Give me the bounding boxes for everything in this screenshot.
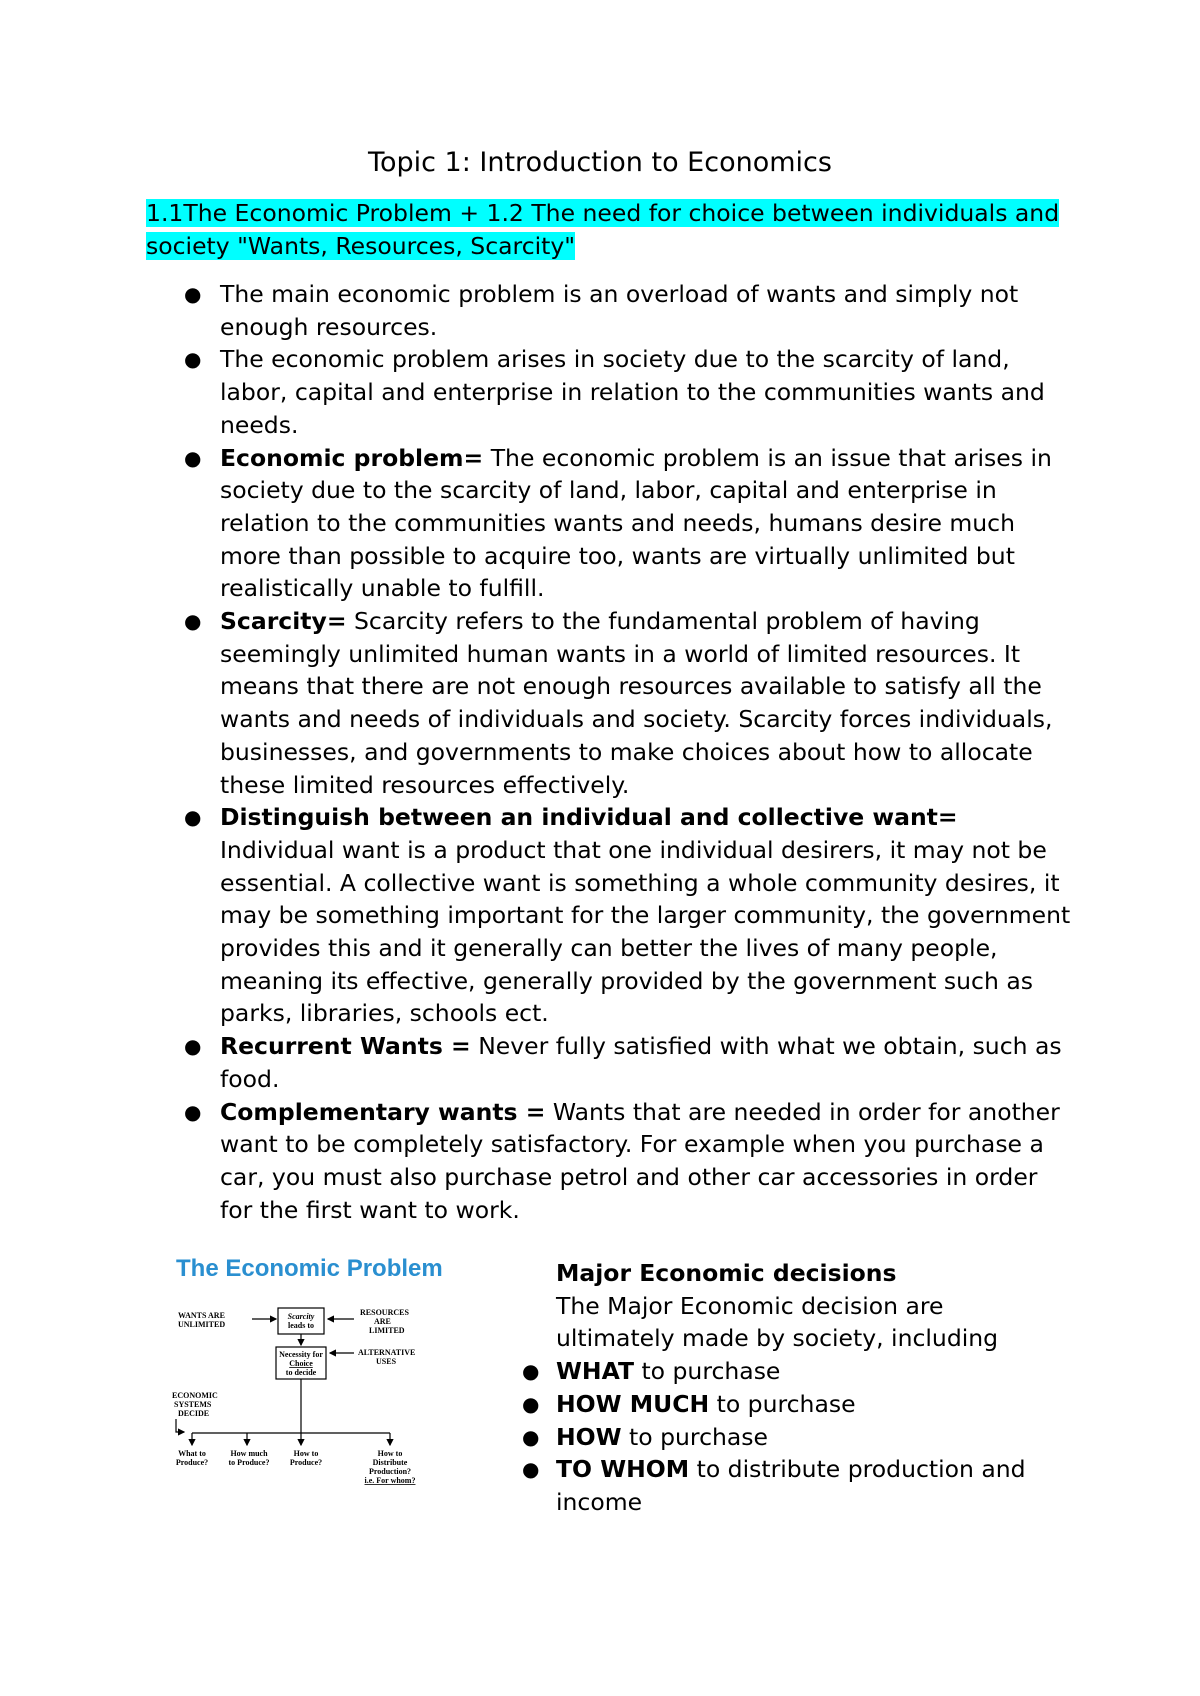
diagram-label-systems: DECIDE	[178, 1409, 210, 1418]
bullet-icon: ●	[184, 445, 202, 470]
diagram-arrow	[176, 1419, 184, 1432]
diagram-outcome-text: How to	[293, 1449, 319, 1458]
list-item-text: to purchase	[621, 1422, 768, 1451]
diagram-label-alternative: ALTERNATIVE	[358, 1348, 416, 1357]
list-item-text: Individual want is a product that one individual desirers, it may not be essential. A collective want is something a whole community desires, it may be something important for the larger community, the government provides this and it generally can better the lives of many people, meaning its effective, generally provided by the government such as parks, libraries, schools ect.	[220, 835, 1071, 1028]
diagram-canvas	[170, 1255, 460, 1505]
bullet-icon: ●	[184, 805, 202, 830]
list-item-text: Scarcity refers to the fundamental problem of having seemingly unlimited human wants in a world of limited resources. It means that there are not enough resources available to satisfy all the wants and needs of individuals and society. Scarcity forces individuals, businesses, and governments to make choices about how to allocate these limited resources effectively.	[220, 607, 1053, 799]
main-bullet-list	[146, 278, 1076, 1226]
list-item-text: to distribute production and income	[556, 1455, 1026, 1516]
diagram-outcome-text: How to	[377, 1449, 403, 1458]
diagram-label-wants: UNLIMITED	[178, 1320, 226, 1329]
diagram-label-resources: ARE	[374, 1317, 391, 1326]
diagram-label-systems: SYSTEMS	[174, 1400, 212, 1409]
list-item	[146, 442, 1076, 606]
list-item-term: Scarcity=	[220, 607, 347, 636]
diagram-outcome-text: Produce?	[175, 1458, 209, 1467]
list-item-text: The economic problem arises in society due to the scarcity of land, labor, capital and enterprise in relation to the communities wants and needs.	[220, 345, 1045, 439]
bullet-icon: ●	[522, 1424, 540, 1449]
decisions-list	[522, 1355, 1076, 1519]
section-heading	[146, 197, 1066, 263]
economic-problem-diagram	[170, 1255, 460, 1505]
list-item	[522, 1421, 1076, 1454]
list-item-term: Distinguish between an individual and collective want=	[220, 803, 958, 832]
bullet-icon: ●	[184, 1034, 202, 1059]
list-item	[146, 605, 1076, 801]
diagram-label-wants: WANTS ARE	[178, 1311, 225, 1320]
diagram-box-text: to decide	[285, 1368, 317, 1377]
section-heading-highlight: 1.1The Economic Problem + 1.2 The need for choice between individuals and society "Wants, Resources, Scarcity"	[146, 199, 1060, 260]
list-item	[146, 1096, 1076, 1227]
list-item-term: WHAT	[556, 1357, 634, 1386]
bullet-icon: ●	[184, 282, 202, 306]
list-item	[146, 343, 1076, 441]
decisions-intro: The Major Economic decision are ultimately made by society, including	[556, 1291, 999, 1353]
diagram-box-text: leads to	[288, 1321, 314, 1330]
list-item-term: HOW	[556, 1422, 622, 1451]
list-item-term: Recurrent Wants =	[220, 1032, 471, 1061]
list-item-term: Complementary wants =	[220, 1097, 546, 1126]
diagram-outcome-text: to Produce?	[228, 1458, 270, 1467]
diagram-title: The Economic Problem	[176, 1255, 443, 1282]
diagram-outcome-text: How much	[230, 1449, 268, 1458]
diagram-label-alternative: USES	[376, 1357, 397, 1366]
diagram-box-text: Scarcity	[287, 1312, 315, 1321]
diagram-box-text: Necessity for	[279, 1350, 323, 1359]
major-decisions-section	[522, 1257, 1076, 1519]
bullet-icon: ●	[522, 1359, 540, 1384]
list-item-text: to purchase	[709, 1389, 856, 1418]
list-item-text: to purchase	[633, 1357, 781, 1386]
bullet-icon: ●	[184, 609, 202, 634]
list-item-text: Wants that are needed in order for another want to be completely satisfactory. For example when you purchase a car, you must also purchase petrol and other car accessories in order for the first want to work.	[220, 1097, 1060, 1224]
list-item-text: Never fully satisfied with what we obtain, such as food.	[220, 1032, 1062, 1093]
bullet-icon: ●	[522, 1391, 540, 1416]
list-item-term: TO WHOM	[556, 1455, 690, 1484]
diagram-outcome-text: Distribute	[372, 1458, 408, 1467]
diagram-outcome-text: Production?	[368, 1467, 412, 1476]
list-item	[522, 1355, 1076, 1388]
diagram-label-resources: LIMITED	[369, 1326, 405, 1335]
list-item	[146, 801, 1076, 1030]
list-item-term: Economic problem=	[220, 443, 484, 472]
diagram-box-text: Choice	[289, 1359, 313, 1368]
bullet-icon: ●	[522, 1457, 540, 1482]
bullet-icon: ●	[184, 1099, 202, 1124]
list-item-term: HOW MUCH	[556, 1389, 710, 1418]
diagram-label-resources: RESOURCES	[360, 1308, 409, 1317]
decisions-title: Major Economic decisions	[556, 1259, 897, 1287]
bullet-icon: ●	[184, 347, 202, 372]
list-item	[522, 1388, 1076, 1421]
diagram-outcome-text: i.e. For whom?	[364, 1476, 416, 1485]
list-item	[522, 1453, 1076, 1518]
diagram-outcome-text: What to	[178, 1449, 206, 1458]
list-item-text: The main economic problem is an overload of wants and simply not enough resources.	[220, 280, 1019, 341]
list-item-text: The economic problem is an issue that arises in society due to the scarcity of land, labor, capital and enterprise in relation to the communities wants and needs, humans desire much more than possible to acquire too, wants are virtually unlimited but realistically unable to fulfill.	[220, 443, 1052, 603]
list-item	[146, 1030, 1076, 1095]
diagram-label-systems: ECONOMIC	[172, 1391, 218, 1400]
diagram-outcome-text: Produce?	[289, 1458, 323, 1467]
list-item	[146, 278, 1076, 343]
page-title: Topic 1: Introduction to Economics	[368, 147, 832, 178]
